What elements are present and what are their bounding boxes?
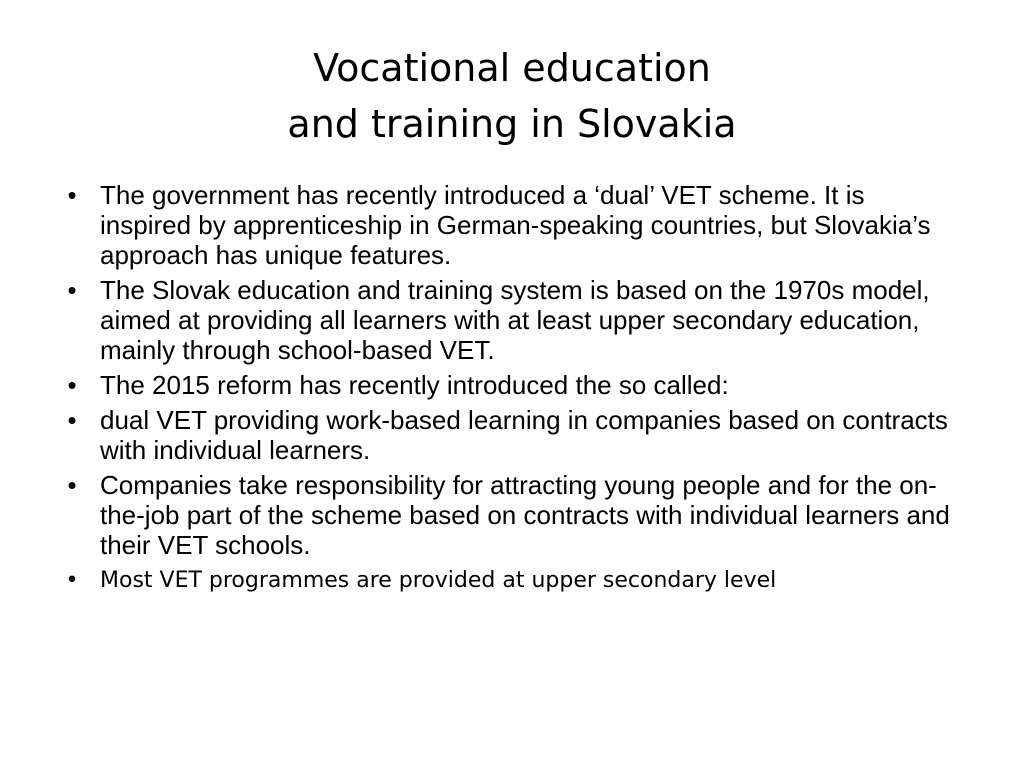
bullet-list bbox=[62, 180, 962, 601]
bullet-text: dual VET providing work-based learning in companies based on contracts with individual learners. bbox=[100, 405, 948, 465]
slide-title-line-1: Vocational education bbox=[313, 46, 711, 90]
bullet-text: The Slovak education and training system is based on the 1970s model, aimed at providing all learners with at least upper secondary education, mainly through school-based VET. bbox=[100, 275, 930, 365]
bullet-item bbox=[62, 370, 962, 400]
bullet-dot-icon: • bbox=[67, 405, 77, 435]
bullet-dot-icon: • bbox=[67, 470, 77, 500]
bullet-dot-icon: • bbox=[67, 275, 77, 305]
bullet-text: Companies take responsibility for attracting young people and for the on-the-job part of the scheme based on contracts with individual learners and their VET schools. bbox=[100, 470, 950, 560]
slide-title-line-2: and training in Slovakia bbox=[287, 102, 737, 146]
bullet-dot-icon: • bbox=[67, 370, 77, 400]
bullet-text: The government has recently introduced a ‘dual’ VET scheme. It is inspired by apprenticeship in German-speaking countries, but Slovakia’s approach has unique features. bbox=[100, 180, 931, 270]
bullet-item bbox=[62, 470, 962, 560]
bullet-item bbox=[62, 566, 962, 596]
bullet-dot-icon: • bbox=[65, 568, 79, 593]
bullet-dot-icon: • bbox=[67, 180, 77, 210]
bullet-item bbox=[62, 275, 962, 365]
bullet-text: Most VET programmes are provided at upper secondary level bbox=[100, 568, 777, 593]
slide-title bbox=[0, 40, 1024, 152]
bullet-item bbox=[62, 180, 962, 270]
bullet-item bbox=[62, 405, 962, 465]
bullet-text: The 2015 reform has recently introduced the so called: bbox=[100, 370, 729, 400]
